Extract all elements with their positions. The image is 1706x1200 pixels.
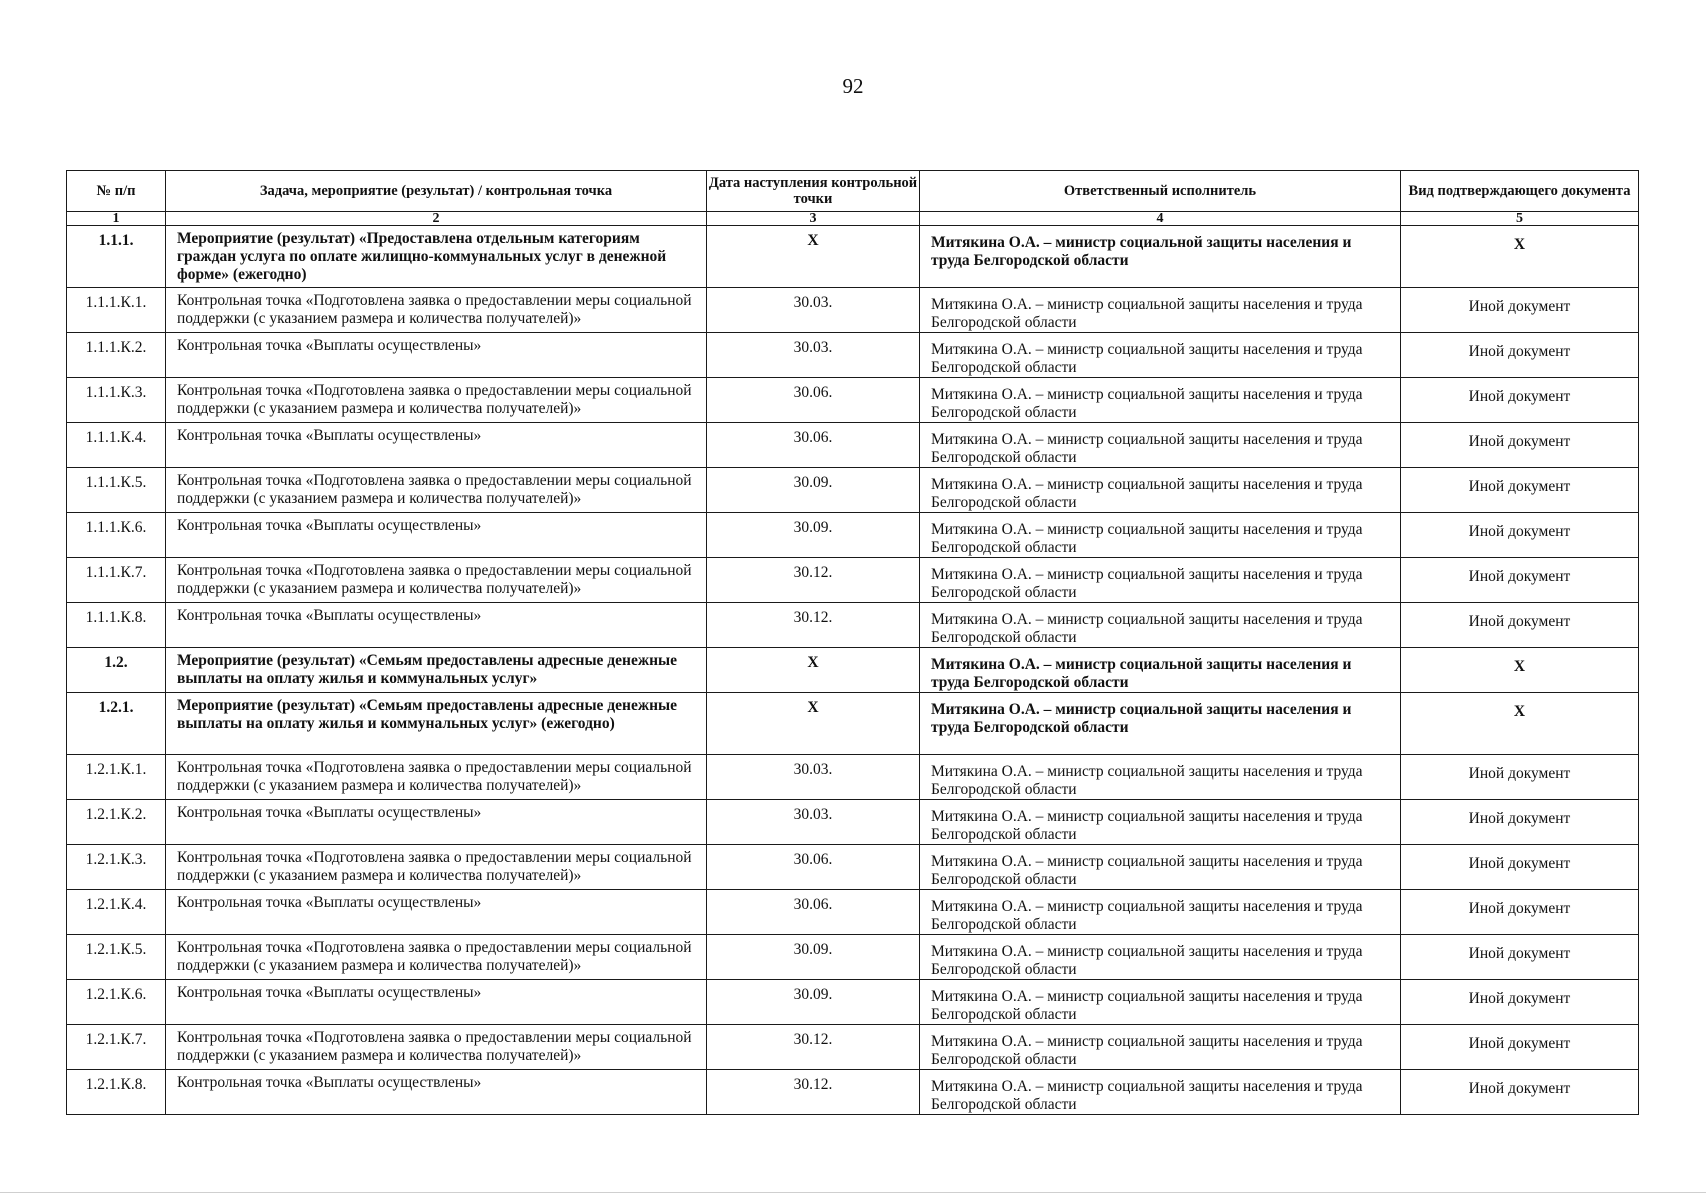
row-number: 1.2.: [67, 648, 166, 693]
row-task: Контрольная точка «Выплаты осуществлены»: [166, 333, 707, 378]
table-row: [67, 558, 1639, 603]
row-task: Контрольная точка «Подготовлена заявка о предоставлении меры социальной поддержки (с указанием размера и количества получателей)»: [166, 558, 707, 603]
table-row: [67, 468, 1639, 513]
row-task: Контрольная точка «Выплаты осуществлены»: [166, 1070, 707, 1115]
column-index-row: [67, 212, 1639, 226]
row-task: Контрольная точка «Подготовлена заявка о предоставлении меры социальной поддержки (с указанием размера и количества получателей)»: [166, 755, 707, 800]
header-date: Дата наступления контрольной точки: [707, 171, 920, 212]
page-bottom-rule: [0, 1192, 1706, 1193]
row-document-type: Иной документ: [1401, 558, 1639, 603]
row-responsible: Митякина О.А. – министр социальной защиты населения и труда Белгородской области: [920, 693, 1401, 755]
row-task: Контрольная точка «Выплаты осуществлены»: [166, 423, 707, 468]
row-document-type: Иной документ: [1401, 890, 1639, 935]
table-row: [67, 226, 1639, 288]
row-responsible: Митякина О.А. – министр социальной защиты населения и труда Белгородской области: [920, 333, 1401, 378]
row-task: Мероприятие (результат) «Семьям предоставлены адресные денежные выплаты на оплату жилья и коммунальных услуг»: [166, 648, 707, 693]
row-task: Контрольная точка «Выплаты осуществлены»: [166, 603, 707, 648]
row-document-type: Иной документ: [1401, 800, 1639, 845]
row-task: Контрольная точка «Выплаты осуществлены»: [166, 513, 707, 558]
row-document-type: Иной документ: [1401, 935, 1639, 980]
row-number: 1.2.1.К.4.: [67, 890, 166, 935]
row-date: 30.09.: [707, 980, 920, 1025]
header-responsible: Ответственный исполнитель: [920, 171, 1401, 212]
table-row: [67, 513, 1639, 558]
row-number: 1.1.1.К.8.: [67, 603, 166, 648]
table-body: [67, 226, 1639, 1115]
row-document-type: Х: [1401, 693, 1639, 755]
header-task: Задача, мероприятие (результат) / контрольная точка: [166, 171, 707, 212]
row-task: Контрольная точка «Выплаты осуществлены»: [166, 800, 707, 845]
column-index: 4: [920, 212, 1401, 226]
row-responsible: Митякина О.А. – министр социальной защиты населения и труда Белгородской области: [920, 800, 1401, 845]
row-responsible: Митякина О.А. – министр социальной защиты населения и труда Белгородской области: [920, 648, 1401, 693]
row-number: 1.1.1.: [67, 226, 166, 288]
column-index: 1: [67, 212, 166, 226]
table-row: [67, 693, 1639, 755]
row-task: Контрольная точка «Подготовлена заявка о предоставлении меры социальной поддержки (с указанием размера и количества получателей)»: [166, 1025, 707, 1070]
table-row: [67, 755, 1639, 800]
row-date: 30.06.: [707, 378, 920, 423]
table-row: [67, 800, 1639, 845]
header-num: № п/п: [67, 171, 166, 212]
row-number: 1.2.1.К.7.: [67, 1025, 166, 1070]
row-document-type: Иной документ: [1401, 755, 1639, 800]
row-document-type: Иной документ: [1401, 1070, 1639, 1115]
table-row: [67, 890, 1639, 935]
table-header-row: [67, 171, 1639, 212]
row-number: 1.2.1.К.2.: [67, 800, 166, 845]
row-responsible: Митякина О.А. – министр социальной защиты населения и труда Белгородской области: [920, 1070, 1401, 1115]
row-responsible: Митякина О.А. – министр социальной защиты населения и труда Белгородской области: [920, 603, 1401, 648]
row-date: 30.06.: [707, 423, 920, 468]
table-row: [67, 288, 1639, 333]
table-row: [67, 603, 1639, 648]
row-date: 30.06.: [707, 845, 920, 890]
table-row: [67, 378, 1639, 423]
row-number: 1.2.1.К.1.: [67, 755, 166, 800]
row-date: Х: [707, 648, 920, 693]
row-responsible: Митякина О.А. – министр социальной защиты населения и труда Белгородской области: [920, 378, 1401, 423]
row-responsible: Митякина О.А. – министр социальной защиты населения и труда Белгородской области: [920, 513, 1401, 558]
row-task: Контрольная точка «Выплаты осуществлены»: [166, 980, 707, 1025]
row-responsible: Митякина О.А. – министр социальной защиты населения и труда Белгородской области: [920, 845, 1401, 890]
table-row: [67, 1025, 1639, 1070]
table-row: [67, 845, 1639, 890]
row-task: Контрольная точка «Подготовлена заявка о предоставлении меры социальной поддержки (с указанием размера и количества получателей)»: [166, 845, 707, 890]
row-responsible: Митякина О.А. – министр социальной защиты населения и труда Белгородской области: [920, 423, 1401, 468]
row-responsible: Митякина О.А. – министр социальной защиты населения и труда Белгородской области: [920, 468, 1401, 513]
row-number: 1.1.1.К.2.: [67, 333, 166, 378]
row-number: 1.1.1.К.5.: [67, 468, 166, 513]
row-responsible: Митякина О.А. – министр социальной защиты населения и труда Белгородской области: [920, 935, 1401, 980]
row-document-type: Иной документ: [1401, 423, 1639, 468]
row-responsible: Митякина О.А. – министр социальной защиты населения и труда Белгородской области: [920, 558, 1401, 603]
row-number: 1.1.1.К.3.: [67, 378, 166, 423]
row-date: 30.12.: [707, 1025, 920, 1070]
row-date: Х: [707, 693, 920, 755]
row-date: 30.12.: [707, 558, 920, 603]
row-number: 1.2.1.К.8.: [67, 1070, 166, 1115]
row-responsible: Митякина О.А. – министр социальной защиты населения и труда Белгородской области: [920, 288, 1401, 333]
table-row: [67, 980, 1639, 1025]
row-document-type: Иной документ: [1401, 980, 1639, 1025]
table-row: [67, 648, 1639, 693]
row-task: Контрольная точка «Подготовлена заявка о предоставлении меры социальной поддержки (с указанием размера и количества получателей)»: [166, 288, 707, 333]
row-responsible: Митякина О.А. – министр социальной защиты населения и труда Белгородской области: [920, 226, 1401, 288]
row-date: 30.09.: [707, 513, 920, 558]
row-date: 30.12.: [707, 603, 920, 648]
column-index: 3: [707, 212, 920, 226]
row-number: 1.2.1.К.3.: [67, 845, 166, 890]
row-document-type: Х: [1401, 226, 1639, 288]
table-row: [67, 333, 1639, 378]
row-number: 1.2.1.: [67, 693, 166, 755]
row-date: 30.09.: [707, 468, 920, 513]
row-number: 1.1.1.К.4.: [67, 423, 166, 468]
row-number: 1.1.1.К.6.: [67, 513, 166, 558]
column-index: 5: [1401, 212, 1639, 226]
row-document-type: Иной документ: [1401, 288, 1639, 333]
row-document-type: Иной документ: [1401, 513, 1639, 558]
row-responsible: Митякина О.А. – министр социальной защиты населения и труда Белгородской области: [920, 980, 1401, 1025]
row-task: Мероприятие (результат) «Семьям предоставлены адресные денежные выплаты на оплату жилья и коммунальных услуг» (ежегодно): [166, 693, 707, 755]
page-number: 92: [842, 74, 864, 98]
row-date: 30.12.: [707, 1070, 920, 1115]
row-document-type: Иной документ: [1401, 603, 1639, 648]
row-number: 1.1.1.К.7.: [67, 558, 166, 603]
row-responsible: Митякина О.А. – министр социальной защиты населения и труда Белгородской области: [920, 1025, 1401, 1070]
row-document-type: Иной документ: [1401, 468, 1639, 513]
header-document: Вид подтверждающего документа: [1401, 171, 1639, 212]
row-responsible: Митякина О.А. – министр социальной защиты населения и труда Белгородской области: [920, 890, 1401, 935]
row-task: Мероприятие (результат) «Предоставлена отдельным категориям граждан услуга по оплате жилищно-коммунальных услуг в денежной форме» (ежегодно): [166, 226, 707, 288]
row-date: Х: [707, 226, 920, 288]
row-date: 30.03.: [707, 800, 920, 845]
row-document-type: Иной документ: [1401, 378, 1639, 423]
row-number: 1.1.1.К.1.: [67, 288, 166, 333]
row-document-type: Иной документ: [1401, 845, 1639, 890]
row-task: Контрольная точка «Выплаты осуществлены»: [166, 890, 707, 935]
row-document-type: Иной документ: [1401, 1025, 1639, 1070]
row-date: 30.03.: [707, 288, 920, 333]
row-task: Контрольная точка «Подготовлена заявка о предоставлении меры социальной поддержки (с указанием размера и количества получателей)»: [166, 468, 707, 513]
row-document-type: Х: [1401, 648, 1639, 693]
row-number: 1.2.1.К.6.: [67, 980, 166, 1025]
row-date: 30.03.: [707, 333, 920, 378]
table-row: [67, 423, 1639, 468]
row-document-type: Иной документ: [1401, 333, 1639, 378]
table-row: [67, 1070, 1639, 1115]
row-number: 1.2.1.К.5.: [67, 935, 166, 980]
row-responsible: Митякина О.А. – министр социальной защиты населения и труда Белгородской области: [920, 755, 1401, 800]
row-date: 30.06.: [707, 890, 920, 935]
column-index: 2: [166, 212, 707, 226]
table-row: [67, 935, 1639, 980]
row-task: Контрольная точка «Подготовлена заявка о предоставлении меры социальной поддержки (с указанием размера и количества получателей)»: [166, 378, 707, 423]
row-task: Контрольная точка «Подготовлена заявка о предоставлении меры социальной поддержки (с указанием размера и количества получателей)»: [166, 935, 707, 980]
control-points-table: [66, 170, 1639, 1115]
row-date: 30.09.: [707, 935, 920, 980]
row-date: 30.03.: [707, 755, 920, 800]
